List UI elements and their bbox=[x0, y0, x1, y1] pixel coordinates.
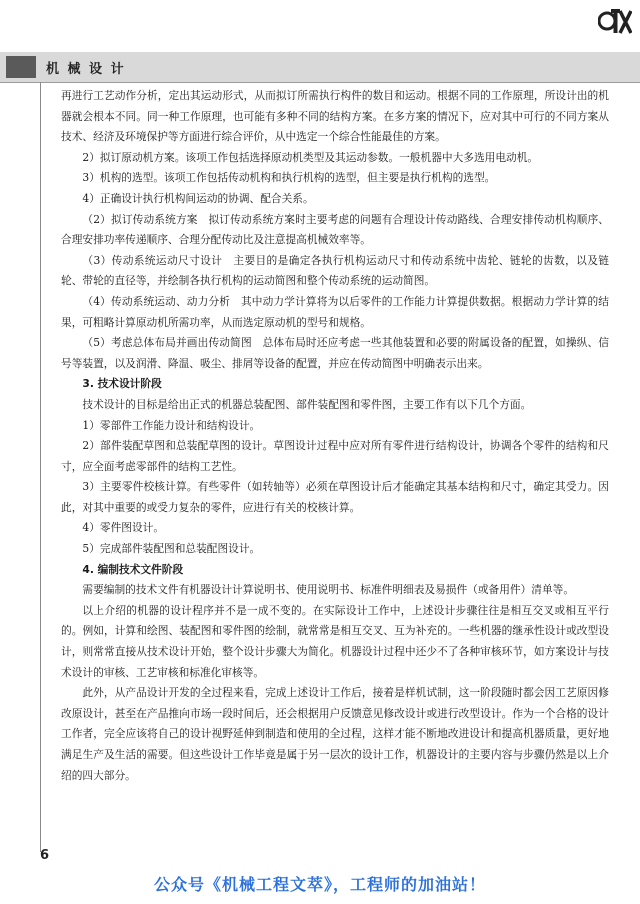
paragraph: （5）考虑总体布局并画出传动简图 总体布局时还应考虑一些其他装置和必要的附属设备的配置，如操纵、信号等装置，以及润滑、降温、吸尘、排屑等设备的配置，并应在传动简图中明确表示出来。 bbox=[61, 336, 609, 370]
paragraph: 需要编制的技术文件有机器设计计算说明书、使用说明书、标准件明细表及易损件（或备用件）清单等。 bbox=[82, 583, 575, 597]
header-accent-block bbox=[6, 56, 36, 78]
paragraph: （4）传动系统运动、动力分析 其中动力学计算将为以后零件的工作能力计算提供数据。根据动力学计算的结果，可粗略计算原动机所需功率，从而选定原动机的型号和规格。 bbox=[61, 294, 609, 329]
publisher-logo bbox=[598, 6, 632, 36]
chapter-title: 机 械 设 计 bbox=[46, 62, 126, 77]
paragraph: 再进行工艺动作分析，定出其运动形式，从而拟订所需执行构件的数目和运动。根据不同的工作原理，所设计出的机器就会根本不同。同一种工作原理，也可能有多种不同的结构方案。在多方案的情况下，应对其中可行的不同方案从技术、经济及环境保护等方面进行综合评价，从中选定一个综合性能最佳的方案。 bbox=[61, 89, 609, 144]
paragraph: 此外，从产品设计开发的全过程来看，完成上述设计工作后，接着是样机试制，这一阶段随时都会因工艺原因修改原设计，甚至在产品推向市场一段时间后，还会根据用户反馈意见修改设计或进行改型设计。作为一个合格的设计工作者，完全应该将自己的设计视野延伸到制造和使用的全过程，这样才能不断地改进设计和提高机器质量，更好地满足生产及生活的需要。但这些设计工作毕竟是属于另一层次的设计工作，机器设计的主要内容与步骤仍然是以上介绍的四大部分。 bbox=[61, 686, 609, 782]
paragraph: 5）完成部件装配图和总装配图设计。 bbox=[82, 542, 261, 556]
section-heading: 4. 编制技术文件阶段 bbox=[82, 562, 184, 576]
running-header bbox=[0, 52, 640, 83]
paragraph: 2）部件装配草图和总装配草图的设计。草图设计过程中应对所有零件进行结构设计，协调各个零件的结构和尺寸，应全面考虑零部件的结构工艺性。 bbox=[61, 439, 609, 473]
margin-rule bbox=[40, 82, 41, 852]
paragraph: 以上介绍的机器的设计程序并不是一成不变的。在实际设计工作中，上述设计步骤往往是相互交叉或相互平行的。例如，计算和绘图、装配图和零件图的绘制，就常常是相互交叉、互为补充的。一些机器的继承性设计或改型设计，则常常直接从技术设计开始，整个设计步骤大为简化。机器设计过程中还少不了各种审核环节，如方案设计与技术设计的审核、工艺审核和标准化审核等。 bbox=[61, 603, 609, 679]
body-text bbox=[61, 86, 609, 786]
footer-watermark-banner: 公众号《机械工程文萃》，工程师的加油站！ bbox=[153, 875, 486, 894]
paragraph: 1）零部件工作能力设计和结构设计。 bbox=[82, 418, 261, 432]
paragraph: 4）正确设计执行机构间运动的协调、配合关系。 bbox=[82, 191, 314, 205]
paragraph: （2）拟订传动系统方案 拟订传动系统方案时主要考虑的问题有合理设计传动路线、合理安排传动机构顺序、合理安排功率传递顺序、合理分配传动比及注意提高机械效率等。 bbox=[61, 212, 609, 247]
paragraph: 3）机构的选型。该项工作包括传动机构和执行机构的选型，但主要是执行机构的选型。 bbox=[82, 171, 496, 185]
section-heading: 3. 技术设计阶段 bbox=[82, 377, 162, 391]
paragraph: 技术设计的目标是给出正式的机器总装配图、部件装配图和零件图，主要工作有以下几个方面。 bbox=[82, 397, 532, 411]
paragraph: 2）拟订原动机方案。该项工作包括选择原动机类型及其运动参数。一般机器中大多选用电动机。 bbox=[82, 150, 539, 164]
paragraph: 3）主要零件校核计算。有些零件（如转轴等）必须在草图设计后才能确定其基本结构和尺寸，确定其受力。因此，对其中重要的或受力复杂的零件，应进行有关的校核计算。 bbox=[61, 480, 609, 514]
paragraph: 4）零件图设计。 bbox=[82, 521, 165, 535]
page-number: 6 bbox=[40, 848, 50, 863]
paragraph: （3）传动系统运动尺寸设计 主要目的是确定各执行机构运动尺寸和传动系统中齿轮、链轮的齿数，以及链轮、带轮的直径等，并绘制各执行机构的运动简图和整个传动系统的运动简图。 bbox=[61, 253, 609, 288]
